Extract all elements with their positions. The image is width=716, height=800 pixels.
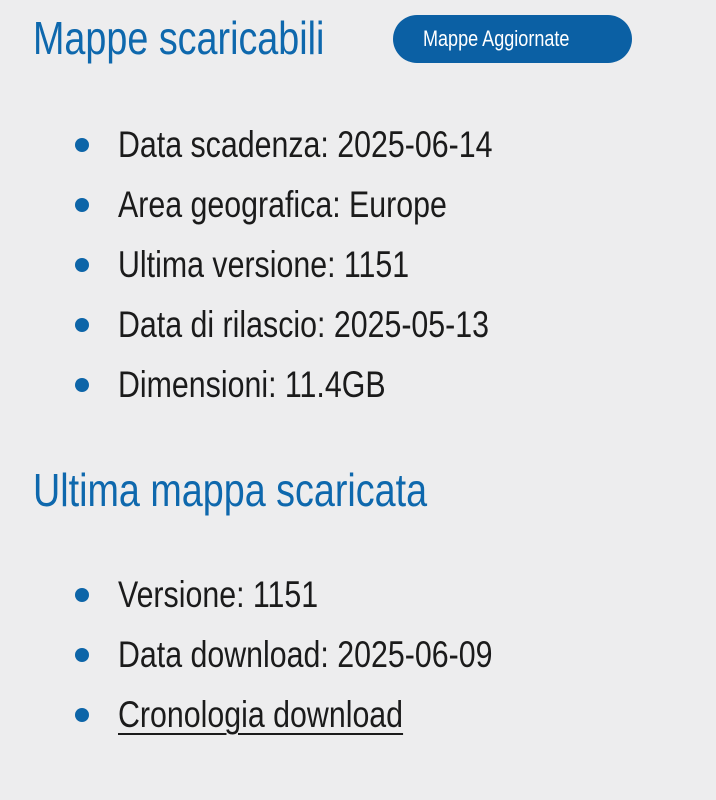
bullet-icon [75,588,89,602]
bullet-icon [75,198,89,212]
list-item-release-date [0,295,716,355]
list-item-size [0,355,716,415]
bullet-icon [75,138,89,152]
list-item-text: Data di rilascio: 2025-05-13 [118,304,490,345]
list-item-text: Dimensioni: 11.4GB [118,364,386,405]
download-history-link-wrap [118,694,403,736]
list-item-text: Data scadenza: 2025-06-14 [118,124,493,165]
list-item-text: Data download: 2025-06-09 [118,634,493,675]
downloadable-maps-list [0,115,716,415]
list-item-text: Area geografica: Europe [118,184,447,225]
bullet-icon [75,258,89,272]
list-item-text: Versione: 1151 [118,574,319,615]
page-header [0,0,716,64]
updated-maps-button-label: Mappe Aggiornate [423,26,570,51]
bullet-icon [75,378,89,392]
list-item-version [0,565,716,625]
last-downloaded-map-heading [33,464,716,516]
page-title-text: Mappe scaricabili [33,12,325,64]
page-title [33,12,388,64]
bullet-icon [75,318,89,332]
last-downloaded-map-list [0,565,716,745]
list-item-expiry-date [0,115,716,175]
list-item-download-history [0,685,716,745]
list-item-latest-version [0,235,716,295]
last-downloaded-map-heading-text: Ultima mappa scaricata [33,464,428,516]
list-item-download-date [0,625,716,685]
bullet-icon [75,648,89,662]
list-item-geographic-area [0,175,716,235]
list-item-text: Ultima versione: 1151 [118,244,410,285]
bullet-icon [75,708,89,722]
updated-maps-button[interactable] [393,15,632,63]
download-history-link[interactable]: Cronologia download [118,694,404,735]
